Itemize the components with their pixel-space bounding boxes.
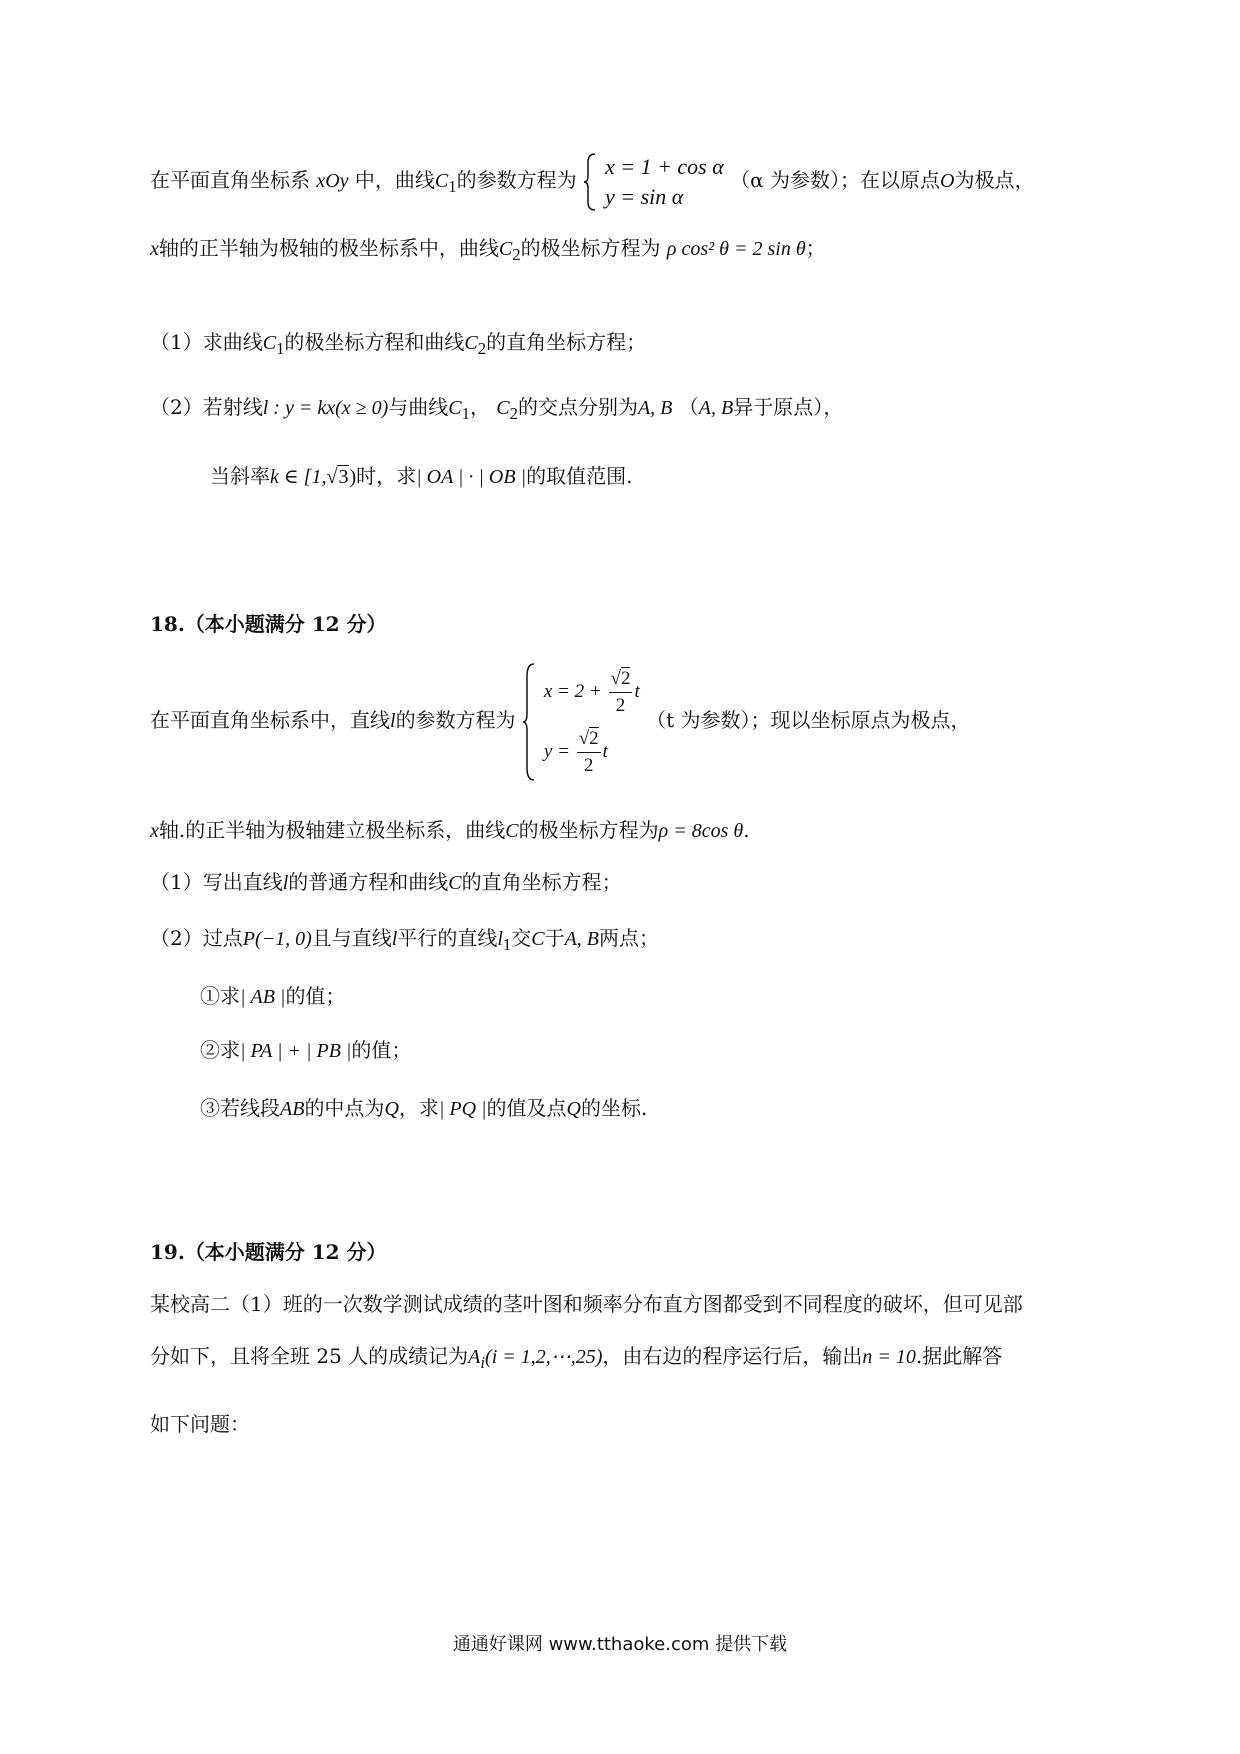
pq-expr: | PQ | (438, 1098, 487, 1120)
p17-text: 轴的正半轴为极轴的极坐标系中，曲线 (158, 236, 499, 260)
radicand: 3 (338, 466, 349, 488)
p17-text: 时，求 (356, 464, 417, 488)
points-ab: A, B (564, 928, 600, 950)
t-var: t (602, 740, 608, 762)
point-q: Q (566, 1098, 581, 1120)
ab-expr: | AB | (240, 986, 286, 1008)
p17-q2-line2 (210, 462, 632, 491)
p18-s1 (200, 982, 345, 1011)
subscript: 1 (448, 177, 457, 196)
curve-c2: C (496, 397, 510, 419)
p19-text: 分如下，且将全班 25 人的成绩记为 (150, 1344, 469, 1368)
p17-text: 为极点， (954, 168, 1035, 192)
p18-text: ①求 (200, 984, 240, 1008)
p17-param-system (583, 152, 724, 212)
ray-eq: l : y = kx(x ≥ 0) (262, 397, 389, 419)
p17-line2 (150, 234, 826, 269)
p18-text: 的值； (351, 1038, 412, 1062)
p18-text: 交 (511, 926, 532, 950)
radicand: 2 (589, 727, 599, 749)
p18-text: （1）写出直线 (150, 870, 283, 894)
p18-q2 (150, 924, 659, 959)
subscript: 2 (512, 245, 521, 264)
oa-ob-expr: | OA | · | OB | (416, 466, 527, 488)
points-ab: A, B (637, 397, 673, 419)
p18-text: 平行的直线 (397, 926, 498, 950)
p17-text: 的取值范围. (526, 464, 633, 488)
x-var: x (150, 238, 159, 260)
subscript: 1 (502, 935, 512, 954)
p18-line1 (150, 660, 970, 782)
a-i: A (468, 1346, 481, 1368)
p17-text: 中，曲线 (354, 168, 435, 192)
p18-text: 的中点为 (304, 1096, 385, 1120)
fraction: $\frac{√2}{2}$ (577, 726, 601, 779)
denominator: 2 (615, 694, 626, 716)
p18-text: ③若线段 (200, 1096, 280, 1120)
p17-polar-eq: ρ cos² θ = 2 sin θ (666, 238, 806, 260)
p18-text: 于 (544, 926, 565, 950)
p18-param-system (522, 662, 640, 782)
curve-c: C (448, 872, 462, 894)
p17-text: 异于原点）， (733, 395, 844, 419)
p17-q2 (150, 393, 843, 428)
line-l: l (282, 872, 289, 894)
p17-line1 (150, 150, 1034, 217)
p17-text: 的极坐标方程为 (520, 236, 661, 260)
line-l: l (391, 928, 398, 950)
p18-text: （2）过点 (150, 926, 243, 950)
paren: ) (349, 466, 357, 488)
p17-eq-x: x = 1 + cos α (604, 153, 724, 179)
p17-text: （2）若射线 (150, 395, 263, 419)
line-l1: l (497, 928, 503, 950)
eq-part: x = 2 + (543, 680, 602, 702)
p18-text: ②求 (200, 1038, 240, 1062)
p18-s3 (200, 1094, 647, 1123)
line-l: l (390, 710, 396, 732)
curve-c1: C (434, 170, 449, 192)
curve-c1: C (262, 332, 277, 354)
p18-text: 的值； (285, 984, 346, 1008)
segment-ab: AB (280, 1098, 305, 1120)
x-var: x (150, 820, 159, 842)
sqrt-3: √3 (326, 466, 349, 488)
points-ab: A, B (698, 397, 734, 419)
p18-text: . (743, 818, 750, 842)
fraction: $\frac{√2}{2}$ (609, 666, 633, 719)
p17-q1 (150, 328, 646, 363)
p18-text: 在平面直角坐标系中，直线 (150, 708, 390, 732)
p18-text: 的普通方程和曲线 (288, 870, 449, 894)
subscript: i (480, 1353, 486, 1372)
brace-icon (583, 152, 597, 212)
p17-text: 的极坐标方程和曲线 (284, 330, 465, 354)
subscript: 1 (276, 339, 285, 358)
curve-c: C (531, 928, 545, 950)
p18-polar-eq: ρ = 8cos θ (658, 820, 744, 842)
p19-line3: 如下问题： (150, 1412, 250, 1436)
radicand: 2 (620, 667, 631, 689)
p17-text: 当斜率 (210, 464, 270, 488)
p18-text: ，求 (398, 1096, 439, 1120)
p19-text: .据此解答 (915, 1344, 1003, 1368)
p17-text: 与曲线 (388, 395, 449, 419)
p17-text: ， (469, 395, 490, 419)
curve-c: C (505, 820, 519, 842)
p18-text: 轴.的正半轴为极轴建立极坐标系，曲线 (158, 818, 506, 842)
p18-text: 的直角坐标方程； (461, 870, 622, 894)
subscript: 2 (509, 404, 518, 423)
p18-q1 (150, 868, 622, 897)
p18-text: 的参数方程为 (395, 708, 516, 732)
curve-c1: C (448, 397, 462, 419)
p18-text: 的坐标. (581, 1096, 648, 1120)
p18-text: 两点； (599, 926, 660, 950)
subscript: 1 (461, 404, 470, 423)
p17-text: 的直角坐标方程； (486, 330, 647, 354)
n-output: n = 10 (862, 1346, 916, 1368)
p17-text: ； (805, 236, 826, 260)
p19-text: ，由右边的程序运行后，输出 (602, 1344, 863, 1368)
p17-text: （1）求曲线 (150, 330, 263, 354)
eq-part: y = (543, 740, 570, 762)
p17-text: 的参数方程为 (456, 168, 577, 192)
p17-eq-y: y = sin α (604, 183, 684, 209)
point-p: P(−1, 0) (242, 928, 312, 950)
p17-text: 的交点分别为 (517, 395, 638, 419)
p18-eq-x (544, 662, 640, 722)
p19-line2 (150, 1342, 1002, 1377)
p18-text: 的值及点 (486, 1096, 567, 1120)
page-footer: 通通好课网 www.tthaoke.com 提供下载 (452, 1634, 788, 1655)
t-var: t (634, 680, 640, 702)
p19-heading: 19.（本小题满分 12 分） (150, 1240, 387, 1264)
brace-icon (522, 662, 536, 782)
p18-line2 (150, 816, 750, 845)
curve-c2: C (464, 332, 478, 354)
origin-label: O (940, 170, 955, 192)
p18-heading: 18.（本小题满分 12 分） (150, 612, 387, 636)
p18-text: （t 为参数）；现以坐标原点为极点， (646, 708, 971, 732)
p18-text: 的极坐标方程为 (518, 818, 659, 842)
p18-text: 且与直线 (311, 926, 392, 950)
p17-text: （ (678, 395, 699, 419)
index-range: (i = 1,2,⋯,25) (485, 1346, 603, 1368)
p17-coord-sys: xOy (316, 170, 349, 192)
p17-text: 在平面直角坐标系 (150, 168, 310, 192)
point-q: Q (384, 1098, 399, 1120)
denominator: 2 (583, 754, 594, 776)
p19-line1: 某校高二（1）班的一次数学测试成绩的茎叶图和频率分布直方图都受到不同程度的破坏，但可见部 (150, 1292, 1023, 1316)
p18-eq-y (544, 722, 640, 782)
slope-range: k ∈ [1, (270, 466, 327, 488)
subscript: 2 (477, 339, 487, 358)
p18-s2 (200, 1036, 411, 1065)
p17-text: （α 为参数）；在以原点 (730, 168, 941, 192)
pa-pb-expr: | PA | + | PB | (240, 1040, 352, 1062)
curve-c2: C (498, 238, 513, 260)
